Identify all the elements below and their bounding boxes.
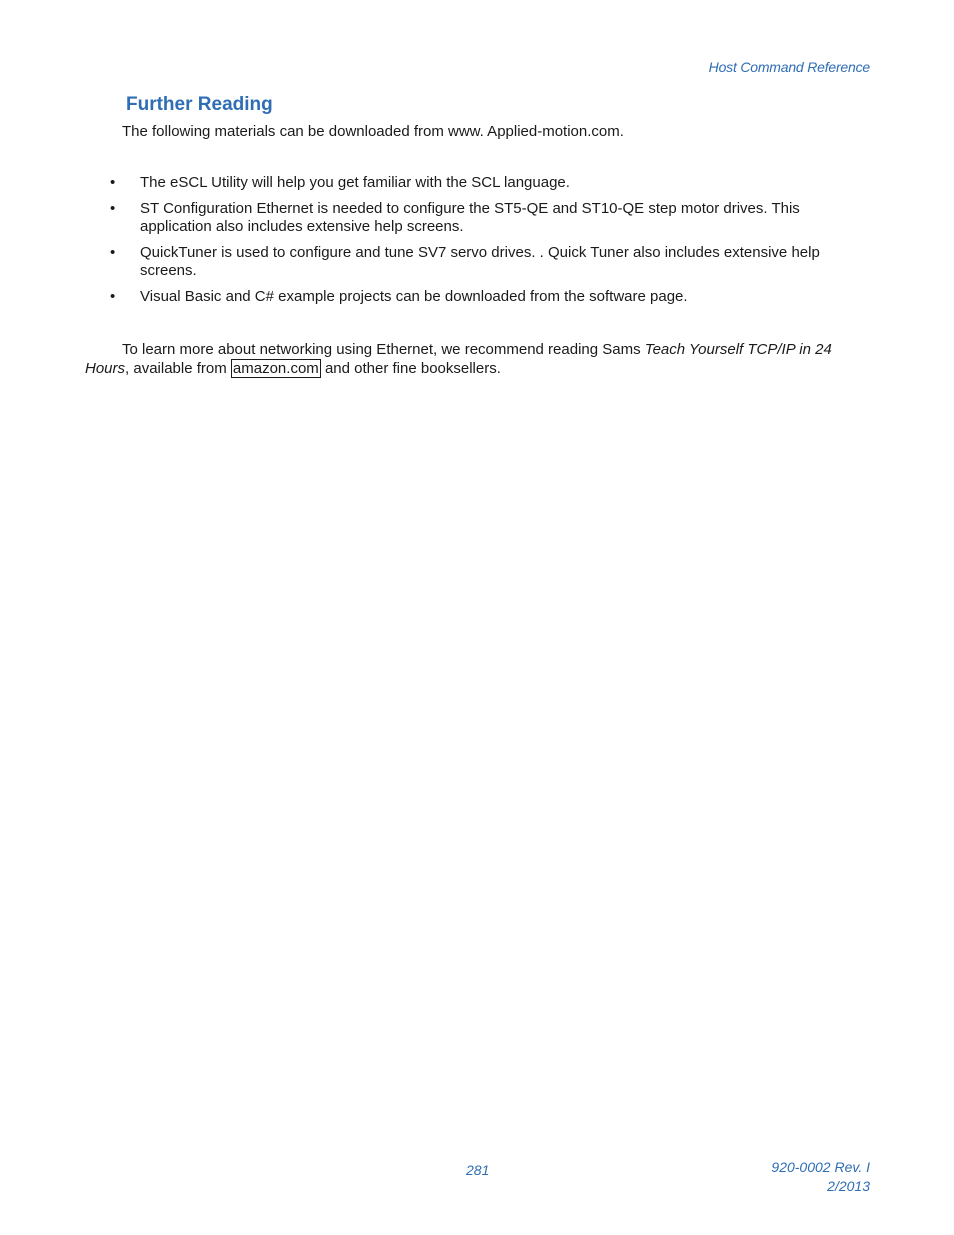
intro-paragraph: The following materials can be downloaded from www. Applied-motion.com. xyxy=(122,123,624,140)
list-item-text: The eSCL Utility will help you get familiar with the SCL language. xyxy=(140,174,570,191)
bullet-icon: • xyxy=(110,174,116,191)
list-item xyxy=(110,288,870,307)
document-date: 2/2013 xyxy=(827,1178,870,1194)
closing-text-before: To learn more about networking using Ethernet, we recommend reading Sams xyxy=(122,341,645,358)
list-item-text: QuickTuner is used to configure and tune SV7 servo drives. . Quick Tuner also includes extensive help screens. xyxy=(140,243,820,279)
list-item xyxy=(110,244,870,281)
list-item-text: Visual Basic and C# example projects can be downloaded from the software page. xyxy=(140,287,688,305)
closing-paragraph xyxy=(85,340,870,378)
bullet-icon: • xyxy=(110,243,116,261)
list-item xyxy=(110,174,870,193)
bullet-icon: • xyxy=(110,287,116,305)
running-header: Host Command Reference xyxy=(708,59,870,75)
download-list xyxy=(110,174,870,313)
section-title: Further Reading xyxy=(126,94,273,115)
book-title: Teach Yourself TCP/IP in 24 Hours xyxy=(85,341,832,377)
list-item-text: ST Configuration Ethernet is needed to configure the ST5-QE and ST10-QE step motor drives. This application also includes extensive help screens. xyxy=(140,199,800,235)
closing-text-after: and other fine booksellers. xyxy=(320,360,501,377)
list-item xyxy=(110,200,870,237)
amazon-link[interactable]: amazon.com xyxy=(232,360,319,377)
document-number: 920-0002 Rev. I xyxy=(771,1159,870,1175)
page-number: 281 xyxy=(466,1162,490,1178)
document-info xyxy=(771,1158,870,1196)
closing-text-middle: , available from xyxy=(125,360,231,377)
bullet-icon: • xyxy=(110,199,116,217)
